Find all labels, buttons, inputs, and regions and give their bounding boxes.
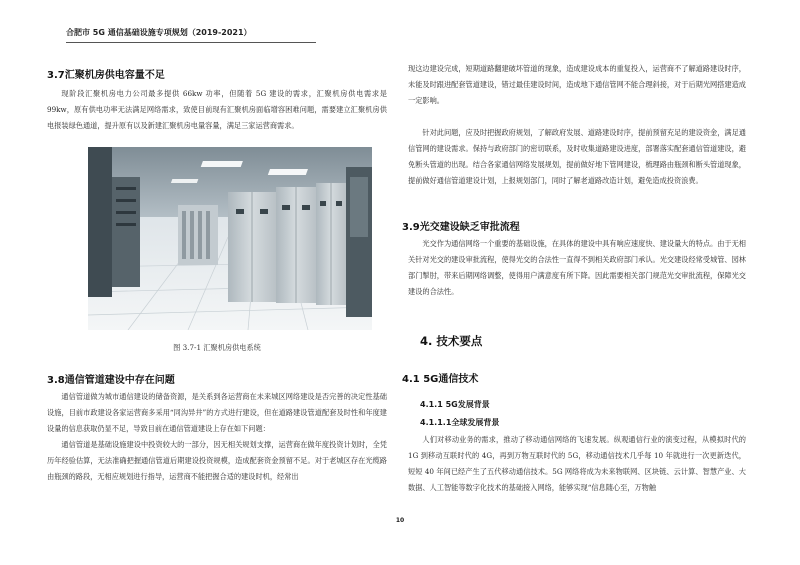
section-4-1-1-heading: 4.1.1 5G发展背景 — [420, 400, 490, 409]
running-header: 合肥市 5G 通信基础设施专项规划（2019-2021） — [66, 28, 252, 37]
section-3-8-heading: 3.8通信管道建设中存在问题 — [47, 375, 175, 386]
page-number: 10 — [395, 517, 405, 524]
figure-caption: 图 3.7-1 汇聚机房供电系统 — [173, 343, 261, 352]
section-3-7-para: 现阶段汇聚机房电力公司最多提供 66kw 功率，但随着 5G 建设的需求，汇聚机房供电需求是 99kw，原有供电功率无法满足网络需求，致使目前现有汇聚机房面临增容困难问题，需要建立汇聚机房供电报装绿色通道，提升原有以及新建汇聚机房电量容量，满足三家运营商需求。 — [47, 89, 387, 130]
header-rule — [66, 42, 316, 43]
section-3-7-heading: 3.7汇聚机房供电容量不足 — [47, 70, 165, 81]
section-3-8-continued-para-2: 针对此问题，应及时把握政府规划，了解政府发展、道路建设时序，提前预留充足的建设资金，满足通信管网的建设需求。保持与政府部门的密切联系，及时收集道路建设进度，部署落实配套通信管道建设，避免断头管道的出现。结合各家通信网络发展规划，提前做好地下管网建设，梳理路由瓶颈和断头管道现象，提前做好通信管道建设计划，上报规划部门，同时了解老道路改造计划，避免造成投资浪费。 — [408, 128, 746, 185]
section-3-9-heading: 3.9光交建设缺乏审批流程 — [402, 222, 520, 233]
chapter-4-heading: 4. 技术要点 — [420, 334, 483, 348]
section-3-8-continued-para-1: 现这边建设完成，短期道路翻建破坏管道的现象，造成建设成本的重复投入，运营商不了解道路建设时序，未能及时跟进配套管道建设，错过最佳建设时间，造成地下通信管网不能合理斜接，对于后期光网搭建造成一定影响。 — [408, 64, 746, 105]
server-room-photo — [88, 147, 372, 330]
section-4-1-1-1-heading: 4.1.1.1全球发展背景 — [420, 418, 500, 427]
section-4-1-heading: 4.1 5G通信技术 — [402, 374, 479, 385]
section-3-8-para-1: 通信管道做为城市通信建设的储备资源，是关系到各运营商在未来城区网络建设是否完善的决定性基础设施，目前市政建设各家运营商多采用“同沟异井”的方式进行建设，但在道路建设管道配套及时性和年度建设量的信息获取仍显不足，导致目前在通信管道建设上存在如下问题： — [47, 392, 387, 433]
server-room-illustration — [88, 147, 372, 330]
section-4-1-1-1-para: 人们对移动业务的需求，推动了移动通信网络的飞速发展。纵观通信行业的演变过程，从模拟时代的 1G 到移动互联时代的 4G，再到万物互联时代的 5G，移动通信技术几乎每 10 年就进行一次更新迭代，短短 40 年间已经产生了五代移动通信技术。5G 网络将成为未来物联网、区块链、云计算、智慧产业、大数据、人工智能等数字化技术的基础接入网络，能够实现“信息随心至，万物触 — [408, 435, 746, 492]
section-3-9-para: 光交作为通信网络一个重要的基础设施，在具体的建设中具有响应速度快、建设量大的特点。由于无相关针对光交的建设审批流程，使得光交的合法性一直得不到相关政府部门承认。光交建设经常受城管、园林部门掣肘，带来后期网络调整，使得用户满意度有所下降。因此需要相关部门规范光交审批流程，保障光交建设的合法性。 — [408, 239, 746, 296]
section-3-8-para-2: 通信管道是基础设施建设中投资较大的一部分，因无相关规划支撑，运营商在做年度投资计划时，全凭历年经验估算，无法准确把握通信管道后期建设投资规模，造成配套资金预留不足。对于老城区存在光缆路由瓶颈的路段，无相应规划进行指导，运营商不能把握合适的建设时机，经常出 — [47, 440, 387, 481]
